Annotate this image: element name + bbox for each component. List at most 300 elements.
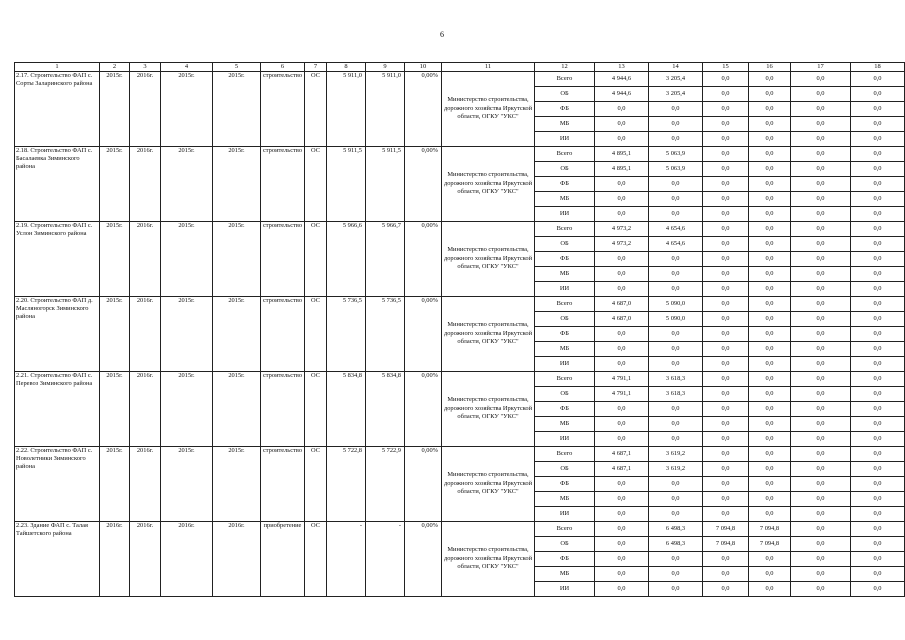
amount-cell: 4 973,2 <box>595 222 649 237</box>
funding-source-cell: МБ <box>535 342 595 357</box>
cell-c7: ОС <box>305 522 327 597</box>
amount-cell: 0,0 <box>749 312 791 327</box>
amount-cell: 0,0 <box>749 402 791 417</box>
column-number-cell: 10 <box>405 63 442 72</box>
object-name-cell: 2.20. Строительство ФАП д. Масляногорск Зиминского района <box>15 297 100 372</box>
cell-c10: 0,00% <box>405 372 442 447</box>
amount-cell: 0,0 <box>851 147 905 162</box>
amount-cell: 0,0 <box>595 567 649 582</box>
amount-cell: 0,0 <box>851 72 905 87</box>
amount-cell: 0,0 <box>749 207 791 222</box>
object-name-cell: 2.21. Строительство ФАП с. Перевоз Зиминского района <box>15 372 100 447</box>
amount-cell: 0,0 <box>791 312 851 327</box>
amount-cell: 3 205,4 <box>649 87 703 102</box>
column-number-cell: 14 <box>649 63 703 72</box>
amount-cell: 0,0 <box>749 117 791 132</box>
page-number: 6 <box>440 30 444 39</box>
column-number-cell: 8 <box>327 63 366 72</box>
amount-cell: 0,0 <box>703 327 749 342</box>
cell-c4: 2015г. <box>161 297 213 372</box>
amount-cell: 0,0 <box>749 417 791 432</box>
cell-c8: 5 834,8 <box>327 372 366 447</box>
amount-cell: 0,0 <box>791 402 851 417</box>
amount-cell: 0,0 <box>595 327 649 342</box>
amount-cell: 0,0 <box>791 507 851 522</box>
amount-cell: 0,0 <box>703 87 749 102</box>
amount-cell: 0,0 <box>851 312 905 327</box>
amount-cell: 0,0 <box>595 582 649 597</box>
funding-source-cell: ФБ <box>535 552 595 567</box>
amount-cell: 0,0 <box>703 207 749 222</box>
cell-c4: 2016г. <box>161 522 213 597</box>
amount-cell: 0,0 <box>851 372 905 387</box>
amount-cell: 0,0 <box>791 87 851 102</box>
cell-c10: 0,00% <box>405 72 442 147</box>
amount-cell: 4 654,6 <box>649 237 703 252</box>
amount-cell: 0,0 <box>703 507 749 522</box>
amount-cell: 0,0 <box>595 252 649 267</box>
amount-cell: 0,0 <box>703 267 749 282</box>
cell-c10: 0,00% <box>405 147 442 222</box>
amount-cell: 0,0 <box>649 477 703 492</box>
amount-cell: 0,0 <box>749 582 791 597</box>
cell-c10: 0,00% <box>405 522 442 597</box>
cell-c2: 2015г. <box>100 72 130 147</box>
column-number-cell: 12 <box>535 63 595 72</box>
amount-cell: 0,0 <box>791 102 851 117</box>
amount-cell: 3 619,2 <box>649 462 703 477</box>
amount-cell: 0,0 <box>749 237 791 252</box>
cell-c4: 2015г. <box>161 72 213 147</box>
amount-cell: 0,0 <box>749 102 791 117</box>
amount-cell: 0,0 <box>749 177 791 192</box>
amount-cell: 0,0 <box>851 582 905 597</box>
amount-cell: 0,0 <box>749 492 791 507</box>
amount-cell: 0,0 <box>649 492 703 507</box>
cell-c9: 5 911,0 <box>366 72 405 147</box>
funding-source-cell: МБ <box>535 492 595 507</box>
column-number-cell: 9 <box>366 63 405 72</box>
executor-cell: Министерство строительства, дорожного хозяйства Иркутской области, ОГКУ "УКС" <box>442 72 535 147</box>
funding-source-cell: МБ <box>535 192 595 207</box>
amount-cell: 4 687,0 <box>595 297 649 312</box>
amount-cell: 0,0 <box>649 102 703 117</box>
amount-cell: 0,0 <box>649 432 703 447</box>
executor-cell: Министерство строительства, дорожного хозяйства Иркутской области, ОГКУ "УКС" <box>442 297 535 372</box>
cell-c7: ОС <box>305 147 327 222</box>
cell-c2: 2015г. <box>100 297 130 372</box>
funding-source-cell: МБ <box>535 267 595 282</box>
amount-cell: 0,0 <box>703 492 749 507</box>
amount-cell: 0,0 <box>703 582 749 597</box>
cell-c5: 2015г. <box>213 447 261 522</box>
cell-c6: строительство <box>261 147 305 222</box>
amount-cell: 0,0 <box>749 132 791 147</box>
program-table-sheet <box>14 62 882 597</box>
amount-cell: 0,0 <box>703 252 749 267</box>
amount-cell: 0,0 <box>595 357 649 372</box>
amount-cell: 0,0 <box>595 342 649 357</box>
cell-c2: 2015г. <box>100 222 130 297</box>
column-number-cell: 5 <box>213 63 261 72</box>
amount-cell: 0,0 <box>749 462 791 477</box>
cell-c9: 5 834,8 <box>366 372 405 447</box>
amount-cell: 0,0 <box>703 417 749 432</box>
amount-cell: 0,0 <box>595 552 649 567</box>
cell-c8: 5 736,5 <box>327 297 366 372</box>
amount-cell: 0,0 <box>749 447 791 462</box>
funding-source-cell: ИИ <box>535 507 595 522</box>
amount-cell: 0,0 <box>649 582 703 597</box>
amount-cell: 0,0 <box>703 372 749 387</box>
cell-c2: 2016г. <box>100 522 130 597</box>
amount-cell: 0,0 <box>851 87 905 102</box>
funding-source-cell: МБ <box>535 417 595 432</box>
column-number-cell: 1 <box>15 63 100 72</box>
amount-cell: 0,0 <box>595 102 649 117</box>
amount-cell: 0,0 <box>595 402 649 417</box>
amount-cell: 4 944,6 <box>595 87 649 102</box>
executor-cell: Министерство строительства, дорожного хозяйства Иркутской области, ОГКУ "УКС" <box>442 222 535 297</box>
cell-c3: 2016г. <box>130 447 161 522</box>
amount-cell: 0,0 <box>791 267 851 282</box>
amount-cell: 0,0 <box>791 342 851 357</box>
funding-source-cell: Всего <box>535 147 595 162</box>
object-name-cell: 2.19. Строительство ФАП с. Услон Зиминского района <box>15 222 100 297</box>
amount-cell: 3 205,4 <box>649 72 703 87</box>
amount-cell: 0,0 <box>749 372 791 387</box>
cell-c9: 5 966,7 <box>366 222 405 297</box>
table-row <box>15 447 905 462</box>
amount-cell: 0,0 <box>851 537 905 552</box>
amount-cell: 0,0 <box>649 132 703 147</box>
amount-cell: 7 094,8 <box>749 537 791 552</box>
amount-cell: 0,0 <box>791 567 851 582</box>
cell-c5: 2016г. <box>213 522 261 597</box>
cell-c4: 2015г. <box>161 147 213 222</box>
funding-source-cell: Всего <box>535 522 595 537</box>
cell-c2: 2015г. <box>100 372 130 447</box>
amount-cell: 0,0 <box>703 132 749 147</box>
cell-c4: 2015г. <box>161 447 213 522</box>
amount-cell: 0,0 <box>851 207 905 222</box>
cell-c4: 2015г. <box>161 222 213 297</box>
amount-cell: 0,0 <box>851 447 905 462</box>
amount-cell: 0,0 <box>851 492 905 507</box>
cell-c6: приобретение <box>261 522 305 597</box>
amount-cell: 7 094,8 <box>703 537 749 552</box>
cell-c3: 2016г. <box>130 147 161 222</box>
funding-source-cell: ФБ <box>535 177 595 192</box>
cell-c7: ОС <box>305 222 327 297</box>
cell-c2: 2015г. <box>100 147 130 222</box>
table-row <box>15 147 905 162</box>
amount-cell: 0,0 <box>703 387 749 402</box>
amount-cell: 5 063,9 <box>649 162 703 177</box>
table-row <box>15 72 905 87</box>
amount-cell: 4 944,6 <box>595 72 649 87</box>
amount-cell: 0,0 <box>851 567 905 582</box>
column-number-cell: 17 <box>791 63 851 72</box>
amount-cell: 0,0 <box>703 312 749 327</box>
funding-source-cell: ОБ <box>535 537 595 552</box>
amount-cell: 0,0 <box>791 147 851 162</box>
funding-source-cell: ИИ <box>535 132 595 147</box>
funding-source-cell: ФБ <box>535 102 595 117</box>
cell-c8: 5 722,8 <box>327 447 366 522</box>
amount-cell: 0,0 <box>595 477 649 492</box>
amount-cell: 0,0 <box>749 192 791 207</box>
amount-cell: 0,0 <box>851 282 905 297</box>
amount-cell: 0,0 <box>791 192 851 207</box>
amount-cell: 0,0 <box>703 432 749 447</box>
amount-cell: 0,0 <box>703 147 749 162</box>
funding-source-cell: Всего <box>535 297 595 312</box>
amount-cell: 0,0 <box>791 492 851 507</box>
amount-cell: 4 791,1 <box>595 372 649 387</box>
amount-cell: 0,0 <box>851 222 905 237</box>
object-name-cell: 2.23. Здание ФАП с. Талая Тайшетского района <box>15 522 100 597</box>
column-number-cell: 16 <box>749 63 791 72</box>
funding-source-cell: ИИ <box>535 432 595 447</box>
amount-cell: 0,0 <box>703 162 749 177</box>
funding-source-cell: ИИ <box>535 207 595 222</box>
amount-cell: 0,0 <box>851 462 905 477</box>
amount-cell: 0,0 <box>749 282 791 297</box>
amount-cell: 0,0 <box>703 72 749 87</box>
amount-cell: 0,0 <box>791 477 851 492</box>
amount-cell: 0,0 <box>851 507 905 522</box>
amount-cell: 0,0 <box>649 567 703 582</box>
amount-cell: 0,0 <box>649 117 703 132</box>
amount-cell: 0,0 <box>851 387 905 402</box>
funding-source-cell: ИИ <box>535 582 595 597</box>
amount-cell: 0,0 <box>703 567 749 582</box>
amount-cell: 0,0 <box>749 507 791 522</box>
amount-cell: 0,0 <box>851 162 905 177</box>
amount-cell: 0,0 <box>851 417 905 432</box>
column-number-cell: 3 <box>130 63 161 72</box>
amount-cell: 0,0 <box>649 267 703 282</box>
cell-c8: - <box>327 522 366 597</box>
amount-cell: 0,0 <box>703 297 749 312</box>
amount-cell: 0,0 <box>649 252 703 267</box>
amount-cell: 0,0 <box>749 252 791 267</box>
amount-cell: 0,0 <box>851 237 905 252</box>
funding-source-cell: МБ <box>535 117 595 132</box>
amount-cell: 0,0 <box>703 102 749 117</box>
amount-cell: 0,0 <box>749 222 791 237</box>
table-row <box>15 522 905 537</box>
amount-cell: 3 618,3 <box>649 372 703 387</box>
table-row <box>15 222 905 237</box>
funding-source-cell: ФБ <box>535 252 595 267</box>
funding-source-cell: ФБ <box>535 477 595 492</box>
amount-cell: 0,0 <box>851 402 905 417</box>
amount-cell: 0,0 <box>595 267 649 282</box>
funding-source-cell: Всего <box>535 372 595 387</box>
amount-cell: 0,0 <box>791 177 851 192</box>
amount-cell: 0,0 <box>703 552 749 567</box>
amount-cell: 0,0 <box>851 522 905 537</box>
amount-cell: 4 895,1 <box>595 147 649 162</box>
amount-cell: 0,0 <box>703 117 749 132</box>
amount-cell: 0,0 <box>703 477 749 492</box>
cell-c10: 0,00% <box>405 297 442 372</box>
executor-cell: Министерство строительства, дорожного хозяйства Иркутской области, ОГКУ "УКС" <box>442 522 535 597</box>
amount-cell: 0,0 <box>791 222 851 237</box>
amount-cell: 0,0 <box>649 282 703 297</box>
cell-c10: 0,00% <box>405 447 442 522</box>
funding-source-cell: ОБ <box>535 237 595 252</box>
amount-cell: 0,0 <box>649 327 703 342</box>
amount-cell: 3 618,3 <box>649 387 703 402</box>
amount-cell: 0,0 <box>703 192 749 207</box>
funding-source-cell: ИИ <box>535 357 595 372</box>
cell-c5: 2015г. <box>213 222 261 297</box>
amount-cell: 0,0 <box>791 372 851 387</box>
amount-cell: 0,0 <box>595 282 649 297</box>
program-table <box>14 62 905 597</box>
amount-cell: 0,0 <box>749 297 791 312</box>
amount-cell: 7 094,8 <box>749 522 791 537</box>
cell-c10: 0,00% <box>405 222 442 297</box>
amount-cell: 0,0 <box>703 222 749 237</box>
funding-source-cell: ОБ <box>535 162 595 177</box>
amount-cell: 3 619,2 <box>649 447 703 462</box>
column-number-cell: 13 <box>595 63 649 72</box>
amount-cell: 0,0 <box>749 567 791 582</box>
amount-cell: 0,0 <box>595 507 649 522</box>
cell-c5: 2015г. <box>213 297 261 372</box>
amount-cell: 0,0 <box>791 432 851 447</box>
amount-cell: 0,0 <box>791 72 851 87</box>
amount-cell: 0,0 <box>649 507 703 522</box>
amount-cell: 0,0 <box>791 117 851 132</box>
amount-cell: 0,0 <box>851 357 905 372</box>
cell-c8: 5 911,0 <box>327 72 366 147</box>
amount-cell: 0,0 <box>595 177 649 192</box>
amount-cell: 0,0 <box>595 132 649 147</box>
funding-source-cell: ОБ <box>535 387 595 402</box>
table-row <box>15 372 905 387</box>
column-number-cell: 6 <box>261 63 305 72</box>
amount-cell: 0,0 <box>791 207 851 222</box>
funding-source-cell: ОБ <box>535 462 595 477</box>
amount-cell: 0,0 <box>851 177 905 192</box>
cell-c6: строительство <box>261 72 305 147</box>
amount-cell: 0,0 <box>649 207 703 222</box>
funding-source-cell: МБ <box>535 567 595 582</box>
amount-cell: 0,0 <box>703 177 749 192</box>
cell-c3: 2016г. <box>130 222 161 297</box>
cell-c2: 2015г. <box>100 447 130 522</box>
amount-cell: 0,0 <box>791 417 851 432</box>
amount-cell: 0,0 <box>851 342 905 357</box>
amount-cell: 0,0 <box>851 327 905 342</box>
amount-cell: 0,0 <box>791 582 851 597</box>
amount-cell: 0,0 <box>595 537 649 552</box>
object-name-cell: 2.17. Строительство ФАП с. Сорты Заларинского района <box>15 72 100 147</box>
amount-cell: 7 094,8 <box>703 522 749 537</box>
cell-c9: 5 736,5 <box>366 297 405 372</box>
column-number-row <box>15 63 905 72</box>
amount-cell: 0,0 <box>851 252 905 267</box>
amount-cell: 0,0 <box>749 477 791 492</box>
object-name-cell: 2.22. Строительство ФАП с. Новолетники Зиминского района <box>15 447 100 522</box>
cell-c6: строительство <box>261 222 305 297</box>
amount-cell: 5 090,0 <box>649 312 703 327</box>
amount-cell: 4 973,2 <box>595 237 649 252</box>
amount-cell: 0,0 <box>851 267 905 282</box>
cell-c7: ОС <box>305 447 327 522</box>
amount-cell: 0,0 <box>649 177 703 192</box>
amount-cell: 0,0 <box>791 132 851 147</box>
funding-source-cell: ФБ <box>535 327 595 342</box>
cell-c6: строительство <box>261 372 305 447</box>
amount-cell: 0,0 <box>851 552 905 567</box>
amount-cell: 0,0 <box>851 102 905 117</box>
amount-cell: 0,0 <box>749 87 791 102</box>
table-row <box>15 297 905 312</box>
amount-cell: 0,0 <box>649 402 703 417</box>
cell-c3: 2016г. <box>130 522 161 597</box>
amount-cell: 0,0 <box>749 552 791 567</box>
cell-c7: ОС <box>305 72 327 147</box>
amount-cell: 0,0 <box>595 522 649 537</box>
object-name-cell: 2.18. Строительство ФАП с. Басалаевка Зиминского района <box>15 147 100 222</box>
amount-cell: 0,0 <box>749 432 791 447</box>
amount-cell: 5 090,0 <box>649 297 703 312</box>
cell-c5: 2015г. <box>213 72 261 147</box>
amount-cell: 0,0 <box>851 192 905 207</box>
amount-cell: 0,0 <box>595 417 649 432</box>
funding-source-cell: Всего <box>535 72 595 87</box>
amount-cell: 0,0 <box>791 357 851 372</box>
amount-cell: 0,0 <box>791 552 851 567</box>
amount-cell: 5 063,9 <box>649 147 703 162</box>
amount-cell: 0,0 <box>749 357 791 372</box>
cell-c7: ОС <box>305 372 327 447</box>
amount-cell: 0,0 <box>703 237 749 252</box>
cell-c5: 2015г. <box>213 147 261 222</box>
cell-c9: 5 722,9 <box>366 447 405 522</box>
funding-source-cell: ОБ <box>535 312 595 327</box>
amount-cell: 0,0 <box>851 132 905 147</box>
executor-cell: Министерство строительства, дорожного хозяйства Иркутской области, ОГКУ "УКС" <box>442 447 535 522</box>
amount-cell: 0,0 <box>649 357 703 372</box>
cell-c6: строительство <box>261 297 305 372</box>
amount-cell: 4 687,1 <box>595 462 649 477</box>
amount-cell: 0,0 <box>791 447 851 462</box>
amount-cell: 0,0 <box>649 342 703 357</box>
cell-c7: ОС <box>305 297 327 372</box>
amount-cell: 0,0 <box>703 282 749 297</box>
column-number-cell: 2 <box>100 63 130 72</box>
amount-cell: 0,0 <box>749 267 791 282</box>
amount-cell: 0,0 <box>791 252 851 267</box>
funding-source-cell: ОБ <box>535 87 595 102</box>
amount-cell: 0,0 <box>851 477 905 492</box>
amount-cell: 0,0 <box>703 447 749 462</box>
cell-c3: 2016г. <box>130 297 161 372</box>
amount-cell: 0,0 <box>649 192 703 207</box>
amount-cell: 0,0 <box>791 537 851 552</box>
column-number-cell: 15 <box>703 63 749 72</box>
amount-cell: 0,0 <box>791 297 851 312</box>
amount-cell: 0,0 <box>595 207 649 222</box>
amount-cell: 0,0 <box>851 117 905 132</box>
